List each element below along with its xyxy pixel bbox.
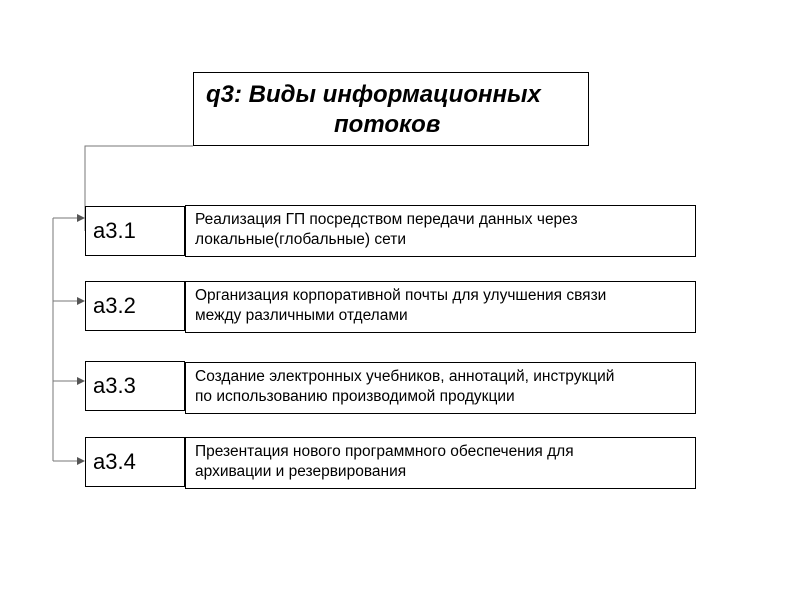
- title-line-1: q3: Виды информационных: [206, 81, 541, 108]
- desc-a3-1-line-2: локальные(глобальные) сети: [195, 231, 406, 248]
- desc-box-a3-3: [185, 362, 696, 414]
- code-box-a3-3: a3.3: [85, 361, 185, 411]
- desc-a3-1-line-1: Реализация ГП посредством передачи данных через: [195, 211, 578, 228]
- title-box: [193, 72, 589, 146]
- desc-a3-4-line-2: архивации и резервирования: [195, 463, 407, 480]
- desc-a3-2-line-2: между различными отделами: [195, 307, 408, 324]
- desc-box-a3-1: [185, 205, 696, 257]
- desc-a3-2-line-1: Организация корпоративной почты для улучшения связи: [195, 287, 607, 304]
- code-box-a3-1: a3.1: [85, 206, 185, 256]
- desc-box-a3-2: [185, 281, 696, 333]
- code-box-a3-2: a3.2: [85, 281, 185, 331]
- desc-box-a3-4: [185, 437, 696, 489]
- desc-a3-3-line-1: Создание электронных учебников, аннотаций, инструкций: [195, 368, 615, 385]
- title-line-2: потоков: [334, 111, 441, 138]
- desc-a3-3-line-2: по использованию производимой продукции: [195, 388, 515, 405]
- code-box-a3-4: a3.4: [85, 437, 185, 487]
- desc-a3-4-line-1: Презентация нового программного обеспечения для: [195, 443, 574, 460]
